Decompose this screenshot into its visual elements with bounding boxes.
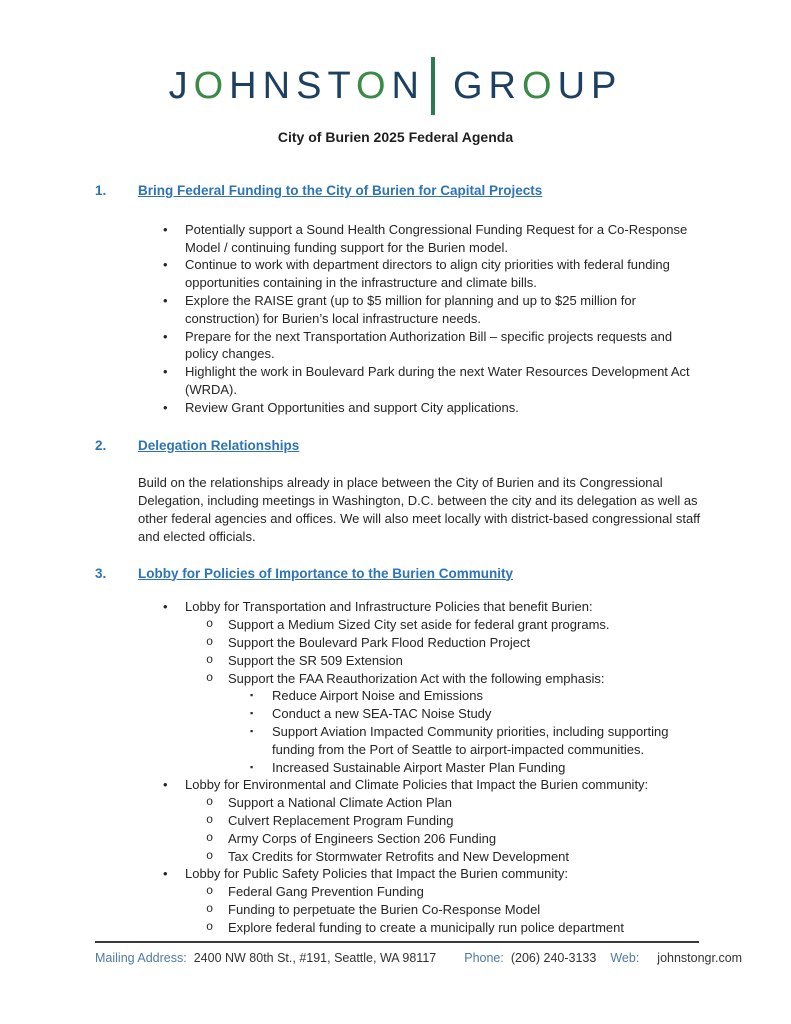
list-item bbox=[95, 363, 705, 399]
bullet-marker: • bbox=[163, 364, 168, 380]
bullet-marker: o bbox=[206, 919, 214, 934]
list-item bbox=[95, 256, 705, 292]
list-item-text: Review Grant Opportunities and support City applications. bbox=[185, 399, 519, 415]
bullet-marker: o bbox=[206, 901, 214, 916]
list-item-text: Tax Credits for Stormwater Retrofits and New Development bbox=[228, 848, 570, 864]
list-item bbox=[95, 221, 705, 257]
list-item-text: Funding to perpetuate the Burien Co-Response Model bbox=[228, 901, 541, 917]
list-item bbox=[95, 399, 705, 417]
list-item-text: Lobby for Environmental and Climate Policies that Impact the Burien community: bbox=[185, 777, 649, 793]
capital-projects-list bbox=[95, 221, 705, 417]
list-item bbox=[95, 865, 705, 883]
list-item-text: Support the SR 509 Extension bbox=[228, 652, 403, 668]
section-lobby-policies bbox=[95, 565, 705, 937]
mailing-address-label: Mailing Address: bbox=[95, 951, 187, 965]
list-item-text: Culvert Replacement Program Funding bbox=[228, 812, 454, 828]
phone-label: Phone: bbox=[464, 951, 504, 965]
list-item-text: Explore the RAISE grant (up to $5 million for planning and up to $25 million for construction) for Burien’s local infrastructure needs. bbox=[185, 292, 636, 326]
logo-letter: R bbox=[488, 64, 522, 107]
list-item-text: Highlight the work in Boulevard Park during the next Water Resources Development Act (WRDA). bbox=[185, 364, 690, 397]
section-heading-text: Delegation Relationships bbox=[138, 437, 300, 453]
document-title: City of Burien 2025 Federal Agenda bbox=[277, 129, 514, 145]
list-item-text: Prepare for the next Transportation Authorization Bill – specific projects requests and policy changes. bbox=[185, 328, 673, 362]
logo-letter: O bbox=[522, 64, 558, 107]
document-body bbox=[95, 182, 705, 936]
list-item bbox=[95, 634, 705, 652]
page-footer bbox=[95, 941, 743, 965]
list-item-text: Lobby for Transportation and Infrastructure Policies that benefit Burien: bbox=[185, 599, 593, 615]
bullet-marker: ▪ bbox=[250, 761, 254, 772]
logo-letter: J bbox=[168, 64, 194, 107]
bullet-marker: o bbox=[206, 884, 214, 899]
list-item bbox=[95, 705, 705, 723]
list-item-text: Army Corps of Engineers Section 206 Funding bbox=[228, 830, 497, 846]
section-delegation-relationships bbox=[95, 437, 705, 546]
lobby-policies-list bbox=[95, 598, 705, 936]
phone-value: (206) 240-3133 bbox=[510, 951, 597, 965]
logo-letter: P bbox=[591, 64, 623, 107]
section-capital-projects bbox=[95, 182, 705, 417]
logo-word-johnston bbox=[169, 65, 425, 108]
bullet-marker: • bbox=[163, 328, 168, 344]
list-item bbox=[95, 652, 705, 670]
bullet-marker: ▪ bbox=[250, 708, 254, 719]
bullet-marker: • bbox=[163, 257, 168, 273]
logo-letter: N bbox=[391, 64, 425, 107]
list-item-text: Support a Medium Sized City set aside for federal grant programs. bbox=[228, 617, 610, 633]
bullet-marker: o bbox=[206, 670, 214, 685]
list-item bbox=[95, 292, 705, 328]
johnston-group-logo bbox=[0, 57, 791, 115]
bullet-marker: • bbox=[163, 292, 168, 308]
bullet-marker: • bbox=[163, 866, 168, 882]
bullet-marker: ▪ bbox=[250, 725, 254, 736]
bullet-marker: o bbox=[206, 812, 214, 827]
list-item-text: Support the FAA Reauthorization Act with the following emphasis: bbox=[228, 670, 605, 686]
list-item-text: Conduct a new SEA-TAC Noise Study bbox=[272, 706, 492, 722]
list-item-text: Continue to work with department directors to align city priorities with federal funding opportunities containing in the infrastructure and climate bills. bbox=[185, 257, 670, 291]
list-item bbox=[95, 687, 705, 705]
list-item bbox=[95, 812, 705, 830]
list-item bbox=[95, 901, 705, 919]
bullet-marker: o bbox=[206, 830, 214, 845]
list-item bbox=[95, 919, 705, 937]
logo-word-group bbox=[453, 65, 622, 108]
list-item-text: Increased Sustainable Airport Master Plan Funding bbox=[272, 759, 566, 775]
logo-letter: S bbox=[296, 64, 328, 107]
web-value: johnstongr.com bbox=[657, 951, 743, 965]
logo-letter: N bbox=[262, 64, 297, 107]
section-heading bbox=[95, 182, 705, 200]
section-heading bbox=[95, 437, 705, 455]
bullet-marker: o bbox=[206, 652, 214, 667]
bullet-marker: • bbox=[163, 221, 168, 237]
list-item-text: Federal Gang Prevention Funding bbox=[228, 884, 424, 900]
list-item bbox=[95, 848, 705, 866]
footer-contact-row bbox=[95, 951, 743, 965]
logo-letter: O bbox=[355, 64, 392, 107]
mailing-address-value: 2400 NW 80th St., #191, Seattle, WA 98117 bbox=[193, 951, 437, 965]
section-heading bbox=[95, 565, 705, 583]
list-item bbox=[95, 723, 705, 759]
list-item bbox=[95, 830, 705, 848]
logo-letter: U bbox=[557, 64, 592, 107]
bullet-marker: o bbox=[206, 848, 214, 863]
section-heading-text: Lobby for Policies of Importance to the Burien Community bbox=[138, 565, 514, 581]
logo-letter: G bbox=[452, 64, 489, 107]
bullet-marker: o bbox=[206, 617, 214, 632]
list-item bbox=[95, 794, 705, 812]
section-heading-text: Bring Federal Funding to the City of Burien for Capital Projects bbox=[138, 183, 543, 198]
footer-divider bbox=[95, 941, 699, 943]
list-item bbox=[95, 598, 705, 616]
bullet-marker: o bbox=[206, 795, 214, 810]
list-item bbox=[95, 616, 705, 634]
list-item bbox=[95, 670, 705, 688]
list-item-text: Support a National Climate Action Plan bbox=[228, 795, 453, 811]
list-item bbox=[95, 776, 705, 794]
list-item-text: Reduce Airport Noise and Emissions bbox=[272, 688, 483, 704]
list-item bbox=[95, 883, 705, 901]
section-number: 2. bbox=[95, 437, 107, 453]
list-item bbox=[95, 759, 705, 777]
bullet-marker: • bbox=[163, 399, 168, 415]
list-item-text: Support the Boulevard Park Flood Reduction Project bbox=[228, 634, 531, 650]
logo-letter: H bbox=[229, 64, 263, 107]
list-item bbox=[95, 328, 705, 364]
list-item-text: Lobby for Public Safety Policies that Impact the Burien community: bbox=[185, 866, 568, 882]
delegation-paragraph: Build on the relationships already in place between the City of Burien and its Congressional Delegation, including meetings in Washington, D.C. between the city and its delegation as well as other federal agencies and offices. We will also meet locally with district-based congressional staff and elected officials. bbox=[138, 475, 701, 544]
bullet-marker: • bbox=[163, 777, 168, 793]
list-item-text: Support Aviation Impacted Community priorities, including supporting funding from the Port of Seattle to airport-impacted communities. bbox=[272, 723, 669, 757]
section-number: 1. bbox=[95, 183, 107, 198]
bullet-marker: ▪ bbox=[250, 690, 254, 701]
logo-divider-bar bbox=[431, 57, 435, 115]
bullet-marker: o bbox=[206, 634, 214, 649]
bullet-marker: • bbox=[163, 599, 168, 615]
section-number: 3. bbox=[95, 565, 107, 581]
logo-letter: O bbox=[193, 64, 230, 107]
logo-letter: T bbox=[327, 64, 356, 107]
web-label: Web: bbox=[610, 951, 640, 965]
list-item-text: Potentially support a Sound Health Congressional Funding Request for a Co-Response Model / continuing funding support for the Burien model. bbox=[185, 221, 688, 255]
list-item-text: Explore federal funding to create a municipally run police department bbox=[228, 919, 625, 935]
